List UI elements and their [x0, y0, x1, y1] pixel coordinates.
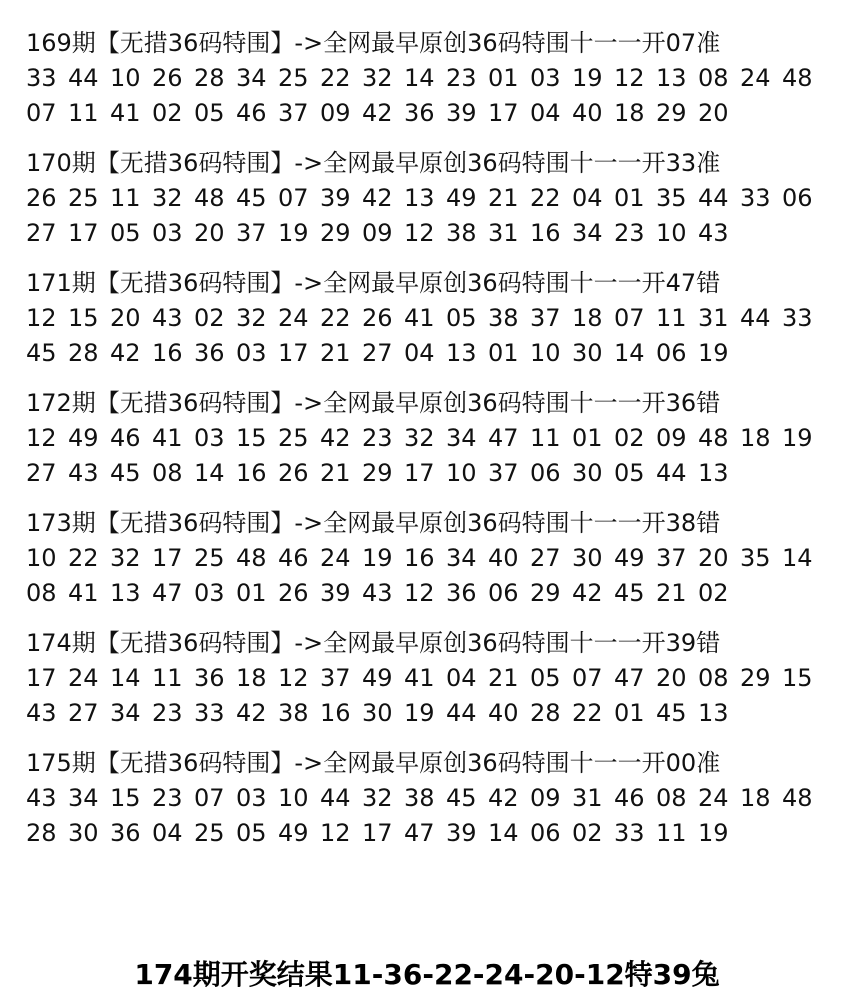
number-cell: 37 — [320, 664, 351, 692]
number-cell: 23 — [152, 784, 183, 812]
number-cell: 14 — [404, 64, 435, 92]
number-cell: 32 — [110, 544, 141, 572]
number-cell: 24 — [698, 784, 729, 812]
number-cell: 19 — [782, 424, 813, 452]
number-cell: 26 — [362, 304, 393, 332]
number-cell: 18 — [740, 424, 771, 452]
number-cell: 29 — [530, 579, 561, 607]
number-cell: 03 — [194, 579, 225, 607]
number-cell: 05 — [110, 219, 141, 247]
number-cell: 08 — [698, 664, 729, 692]
number-cell: 34 — [572, 219, 603, 247]
issue-entry — [26, 146, 836, 251]
issue-entry — [26, 386, 836, 491]
number-cell: 19 — [404, 699, 435, 727]
draw-result: 174期开奖结果11-36-22-24-20-12特39兔 — [134, 958, 720, 991]
number-cell: 10 — [26, 544, 57, 572]
number-cell: 13 — [110, 579, 141, 607]
number-row — [26, 301, 836, 336]
number-cell: 18 — [740, 784, 771, 812]
number-row — [26, 336, 836, 371]
number-cell: 16 — [530, 219, 561, 247]
number-cell: 22 — [320, 304, 351, 332]
issue-header: 175期【无措36码特围】->全网最早原创36码特围十一一开00准 — [26, 749, 721, 777]
number-cell: 13 — [446, 339, 477, 367]
number-cell: 42 — [236, 699, 267, 727]
number-cell: 44 — [320, 784, 351, 812]
number-cell: 46 — [110, 424, 141, 452]
number-cell: 37 — [488, 459, 519, 487]
number-cell: 44 — [740, 304, 771, 332]
number-cell: 22 — [320, 64, 351, 92]
number-cell: 43 — [26, 699, 57, 727]
number-cell: 46 — [614, 784, 645, 812]
number-cell: 30 — [362, 699, 393, 727]
number-cell: 03 — [236, 784, 267, 812]
number-cell: 16 — [152, 339, 183, 367]
number-cell: 34 — [446, 424, 477, 452]
number-cell: 15 — [110, 784, 141, 812]
number-cell: 42 — [488, 784, 519, 812]
number-cell: 33 — [782, 304, 813, 332]
number-cell: 05 — [446, 304, 477, 332]
number-cell: 26 — [26, 184, 57, 212]
number-cell: 04 — [530, 99, 561, 127]
number-cell: 23 — [362, 424, 393, 452]
number-cell: 31 — [572, 784, 603, 812]
number-cell: 41 — [152, 424, 183, 452]
number-cell: 45 — [236, 184, 267, 212]
number-row — [26, 816, 836, 851]
number-cell: 17 — [26, 664, 57, 692]
number-cell: 34 — [236, 64, 267, 92]
number-cell: 03 — [194, 424, 225, 452]
number-cell: 11 — [656, 304, 687, 332]
number-cell: 45 — [446, 784, 477, 812]
number-cell: 27 — [26, 459, 57, 487]
number-cell: 30 — [68, 819, 99, 847]
number-cell: 13 — [404, 184, 435, 212]
number-cell: 02 — [698, 579, 729, 607]
number-cell: 25 — [278, 424, 309, 452]
number-cell: 32 — [404, 424, 435, 452]
number-cell: 36 — [404, 99, 435, 127]
number-cell: 49 — [68, 424, 99, 452]
number-cell: 08 — [26, 579, 57, 607]
number-cell: 37 — [278, 99, 309, 127]
number-cell: 17 — [278, 339, 309, 367]
number-cell: 02 — [152, 99, 183, 127]
number-cell: 12 — [26, 304, 57, 332]
number-cell: 42 — [362, 184, 393, 212]
number-cell: 24 — [68, 664, 99, 692]
number-cell: 49 — [362, 664, 393, 692]
number-cell: 43 — [152, 304, 183, 332]
number-cell: 33 — [194, 699, 225, 727]
number-cell: 22 — [68, 544, 99, 572]
number-cell: 03 — [236, 339, 267, 367]
number-cell: 49 — [278, 819, 309, 847]
number-row — [26, 96, 836, 131]
number-cell: 14 — [488, 819, 519, 847]
number-cell: 44 — [656, 459, 687, 487]
number-cell: 43 — [698, 219, 729, 247]
number-cell: 17 — [488, 99, 519, 127]
number-cell: 43 — [68, 459, 99, 487]
number-cell: 17 — [68, 219, 99, 247]
number-cell: 11 — [530, 424, 561, 452]
number-cell: 16 — [404, 544, 435, 572]
number-cell: 07 — [194, 784, 225, 812]
number-cell: 24 — [278, 304, 309, 332]
number-cell: 32 — [236, 304, 267, 332]
number-cell: 33 — [26, 64, 57, 92]
number-cell: 45 — [110, 459, 141, 487]
number-cell: 48 — [194, 184, 225, 212]
number-cell: 21 — [488, 184, 519, 212]
number-row — [26, 576, 836, 611]
number-cell: 31 — [488, 219, 519, 247]
number-cell: 20 — [110, 304, 141, 332]
number-cell: 08 — [656, 784, 687, 812]
number-cell: 43 — [362, 579, 393, 607]
number-cell: 41 — [68, 579, 99, 607]
number-cell: 10 — [446, 459, 477, 487]
number-cell: 06 — [782, 184, 813, 212]
number-cell: 42 — [572, 579, 603, 607]
number-cell: 44 — [698, 184, 729, 212]
number-cell: 44 — [68, 64, 99, 92]
number-cell: 21 — [320, 339, 351, 367]
number-cell: 33 — [740, 184, 771, 212]
number-cell: 47 — [152, 579, 183, 607]
number-cell: 11 — [68, 99, 99, 127]
number-cell: 26 — [278, 459, 309, 487]
number-cell: 41 — [404, 304, 435, 332]
number-cell: 09 — [320, 99, 351, 127]
number-cell: 11 — [152, 664, 183, 692]
number-cell: 38 — [278, 699, 309, 727]
number-cell: 39 — [446, 819, 477, 847]
number-cell: 36 — [194, 339, 225, 367]
number-cell: 43 — [26, 784, 57, 812]
number-cell: 19 — [278, 219, 309, 247]
number-cell: 20 — [698, 544, 729, 572]
number-cell: 26 — [152, 64, 183, 92]
number-cell: 09 — [362, 219, 393, 247]
issue-header: 172期【无措36码特围】->全网最早原创36码特围十一一开36错 — [26, 389, 721, 417]
number-cell: 17 — [362, 819, 393, 847]
number-cell: 19 — [698, 339, 729, 367]
number-cell: 37 — [530, 304, 561, 332]
number-cell: 10 — [656, 219, 687, 247]
number-row — [26, 421, 836, 456]
number-cell: 05 — [236, 819, 267, 847]
number-cell: 18 — [614, 99, 645, 127]
number-cell: 03 — [530, 64, 561, 92]
number-cell: 04 — [152, 819, 183, 847]
entries-list — [26, 26, 836, 866]
number-cell: 15 — [782, 664, 813, 692]
number-cell: 13 — [698, 699, 729, 727]
number-cell: 14 — [194, 459, 225, 487]
issue-entry — [26, 26, 836, 131]
number-cell: 13 — [656, 64, 687, 92]
number-cell: 38 — [404, 784, 435, 812]
number-cell: 01 — [614, 184, 645, 212]
number-cell: 19 — [572, 64, 603, 92]
number-cell: 25 — [278, 64, 309, 92]
number-cell: 09 — [656, 424, 687, 452]
number-cell: 01 — [572, 424, 603, 452]
number-cell: 40 — [488, 699, 519, 727]
number-row — [26, 216, 836, 251]
number-cell: 07 — [26, 99, 57, 127]
number-cell: 30 — [572, 339, 603, 367]
number-cell: 07 — [614, 304, 645, 332]
number-cell: 14 — [782, 544, 813, 572]
number-cell: 18 — [572, 304, 603, 332]
number-cell: 35 — [656, 184, 687, 212]
number-cell: 32 — [152, 184, 183, 212]
number-cell: 39 — [320, 184, 351, 212]
number-cell: 19 — [362, 544, 393, 572]
number-cell: 37 — [236, 219, 267, 247]
number-cell: 33 — [614, 819, 645, 847]
number-cell: 36 — [194, 664, 225, 692]
issue-entry — [26, 506, 836, 611]
number-cell: 36 — [446, 579, 477, 607]
number-cell: 09 — [530, 784, 561, 812]
number-cell: 16 — [320, 699, 351, 727]
number-cell: 29 — [740, 664, 771, 692]
number-cell: 01 — [236, 579, 267, 607]
number-row — [26, 661, 836, 696]
number-cell: 12 — [614, 64, 645, 92]
number-cell: 15 — [236, 424, 267, 452]
number-cell: 20 — [194, 219, 225, 247]
number-cell: 40 — [488, 544, 519, 572]
number-cell: 04 — [404, 339, 435, 367]
number-cell: 46 — [278, 544, 309, 572]
number-cell: 45 — [614, 579, 645, 607]
number-row — [26, 696, 836, 731]
number-cell: 22 — [572, 699, 603, 727]
number-cell: 12 — [278, 664, 309, 692]
issue-header: 169期【无措36码特围】->全网最早原创36码特围十一一开07准 — [26, 29, 721, 57]
number-cell: 47 — [404, 819, 435, 847]
number-cell: 28 — [194, 64, 225, 92]
number-cell: 24 — [320, 544, 351, 572]
number-cell: 46 — [236, 99, 267, 127]
issue-header: 170期【无措36码特围】->全网最早原创36码特围十一一开33准 — [26, 149, 721, 177]
number-cell: 02 — [572, 819, 603, 847]
number-cell: 24 — [740, 64, 771, 92]
number-cell: 15 — [68, 304, 99, 332]
issue-header: 171期【无措36码特围】->全网最早原创36码特围十一一开47错 — [26, 269, 721, 297]
number-cell: 22 — [530, 184, 561, 212]
number-row — [26, 541, 836, 576]
number-cell: 02 — [194, 304, 225, 332]
number-cell: 41 — [404, 664, 435, 692]
number-cell: 06 — [488, 579, 519, 607]
number-cell: 36 — [110, 819, 141, 847]
number-cell: 21 — [488, 664, 519, 692]
issue-header: 173期【无措36码特围】->全网最早原创36码特围十一一开38错 — [26, 509, 721, 537]
number-cell: 08 — [698, 64, 729, 92]
number-cell: 20 — [656, 664, 687, 692]
number-cell: 21 — [320, 459, 351, 487]
number-cell: 05 — [530, 664, 561, 692]
number-row — [26, 456, 836, 491]
number-cell: 47 — [488, 424, 519, 452]
number-cell: 42 — [320, 424, 351, 452]
number-cell: 38 — [446, 219, 477, 247]
number-cell: 48 — [698, 424, 729, 452]
number-cell: 48 — [236, 544, 267, 572]
number-cell: 47 — [614, 664, 645, 692]
number-cell: 45 — [26, 339, 57, 367]
issue-header: 174期【无措36码特围】->全网最早原创36码特围十一一开39错 — [26, 629, 721, 657]
number-cell: 38 — [488, 304, 519, 332]
number-cell: 27 — [362, 339, 393, 367]
number-row — [26, 781, 836, 816]
number-cell: 17 — [152, 544, 183, 572]
number-cell: 31 — [698, 304, 729, 332]
number-cell: 21 — [656, 579, 687, 607]
number-cell: 48 — [782, 64, 813, 92]
number-cell: 49 — [614, 544, 645, 572]
number-cell: 32 — [362, 64, 393, 92]
number-cell: 16 — [236, 459, 267, 487]
number-cell: 06 — [656, 339, 687, 367]
number-cell: 34 — [446, 544, 477, 572]
number-cell: 07 — [278, 184, 309, 212]
number-cell: 30 — [572, 459, 603, 487]
issue-entry — [26, 266, 836, 371]
number-cell: 20 — [698, 99, 729, 127]
number-cell: 02 — [614, 424, 645, 452]
number-cell: 12 — [404, 579, 435, 607]
number-cell: 42 — [110, 339, 141, 367]
number-cell: 04 — [572, 184, 603, 212]
number-cell: 29 — [320, 219, 351, 247]
number-cell: 29 — [362, 459, 393, 487]
number-cell: 05 — [614, 459, 645, 487]
issue-entry — [26, 626, 836, 731]
number-cell: 18 — [236, 664, 267, 692]
number-row — [26, 61, 836, 96]
number-cell: 01 — [614, 699, 645, 727]
number-cell: 08 — [152, 459, 183, 487]
number-cell: 29 — [656, 99, 687, 127]
number-cell: 23 — [152, 699, 183, 727]
number-row — [26, 181, 836, 216]
number-cell: 23 — [446, 64, 477, 92]
number-cell: 19 — [698, 819, 729, 847]
number-cell: 10 — [530, 339, 561, 367]
number-cell: 12 — [26, 424, 57, 452]
number-cell: 23 — [614, 219, 645, 247]
number-cell: 01 — [488, 64, 519, 92]
number-cell: 05 — [194, 99, 225, 127]
number-cell: 27 — [26, 219, 57, 247]
number-cell: 39 — [446, 99, 477, 127]
number-cell: 28 — [26, 819, 57, 847]
number-cell: 07 — [572, 664, 603, 692]
number-cell: 10 — [278, 784, 309, 812]
number-cell: 17 — [404, 459, 435, 487]
number-cell: 32 — [362, 784, 393, 812]
number-cell: 40 — [572, 99, 603, 127]
number-cell: 48 — [782, 784, 813, 812]
number-cell: 49 — [446, 184, 477, 212]
number-cell: 14 — [614, 339, 645, 367]
number-cell: 25 — [194, 544, 225, 572]
number-cell: 45 — [656, 699, 687, 727]
number-cell: 26 — [278, 579, 309, 607]
number-cell: 34 — [110, 699, 141, 727]
number-cell: 11 — [110, 184, 141, 212]
number-cell: 25 — [194, 819, 225, 847]
number-cell: 12 — [404, 219, 435, 247]
number-cell: 06 — [530, 459, 561, 487]
number-cell: 06 — [530, 819, 561, 847]
number-cell: 04 — [446, 664, 477, 692]
number-cell: 28 — [530, 699, 561, 727]
number-cell: 01 — [488, 339, 519, 367]
number-cell: 28 — [68, 339, 99, 367]
number-cell: 37 — [656, 544, 687, 572]
issue-entry — [26, 746, 836, 851]
number-cell: 11 — [656, 819, 687, 847]
number-cell: 27 — [68, 699, 99, 727]
number-cell: 44 — [446, 699, 477, 727]
number-cell: 12 — [320, 819, 351, 847]
number-cell: 10 — [110, 64, 141, 92]
number-cell: 30 — [572, 544, 603, 572]
number-cell: 03 — [152, 219, 183, 247]
number-cell: 35 — [740, 544, 771, 572]
number-cell: 27 — [530, 544, 561, 572]
number-cell: 42 — [362, 99, 393, 127]
number-cell: 14 — [110, 664, 141, 692]
number-cell: 34 — [68, 784, 99, 812]
number-cell: 13 — [698, 459, 729, 487]
number-cell: 25 — [68, 184, 99, 212]
number-cell: 41 — [110, 99, 141, 127]
number-cell: 39 — [320, 579, 351, 607]
